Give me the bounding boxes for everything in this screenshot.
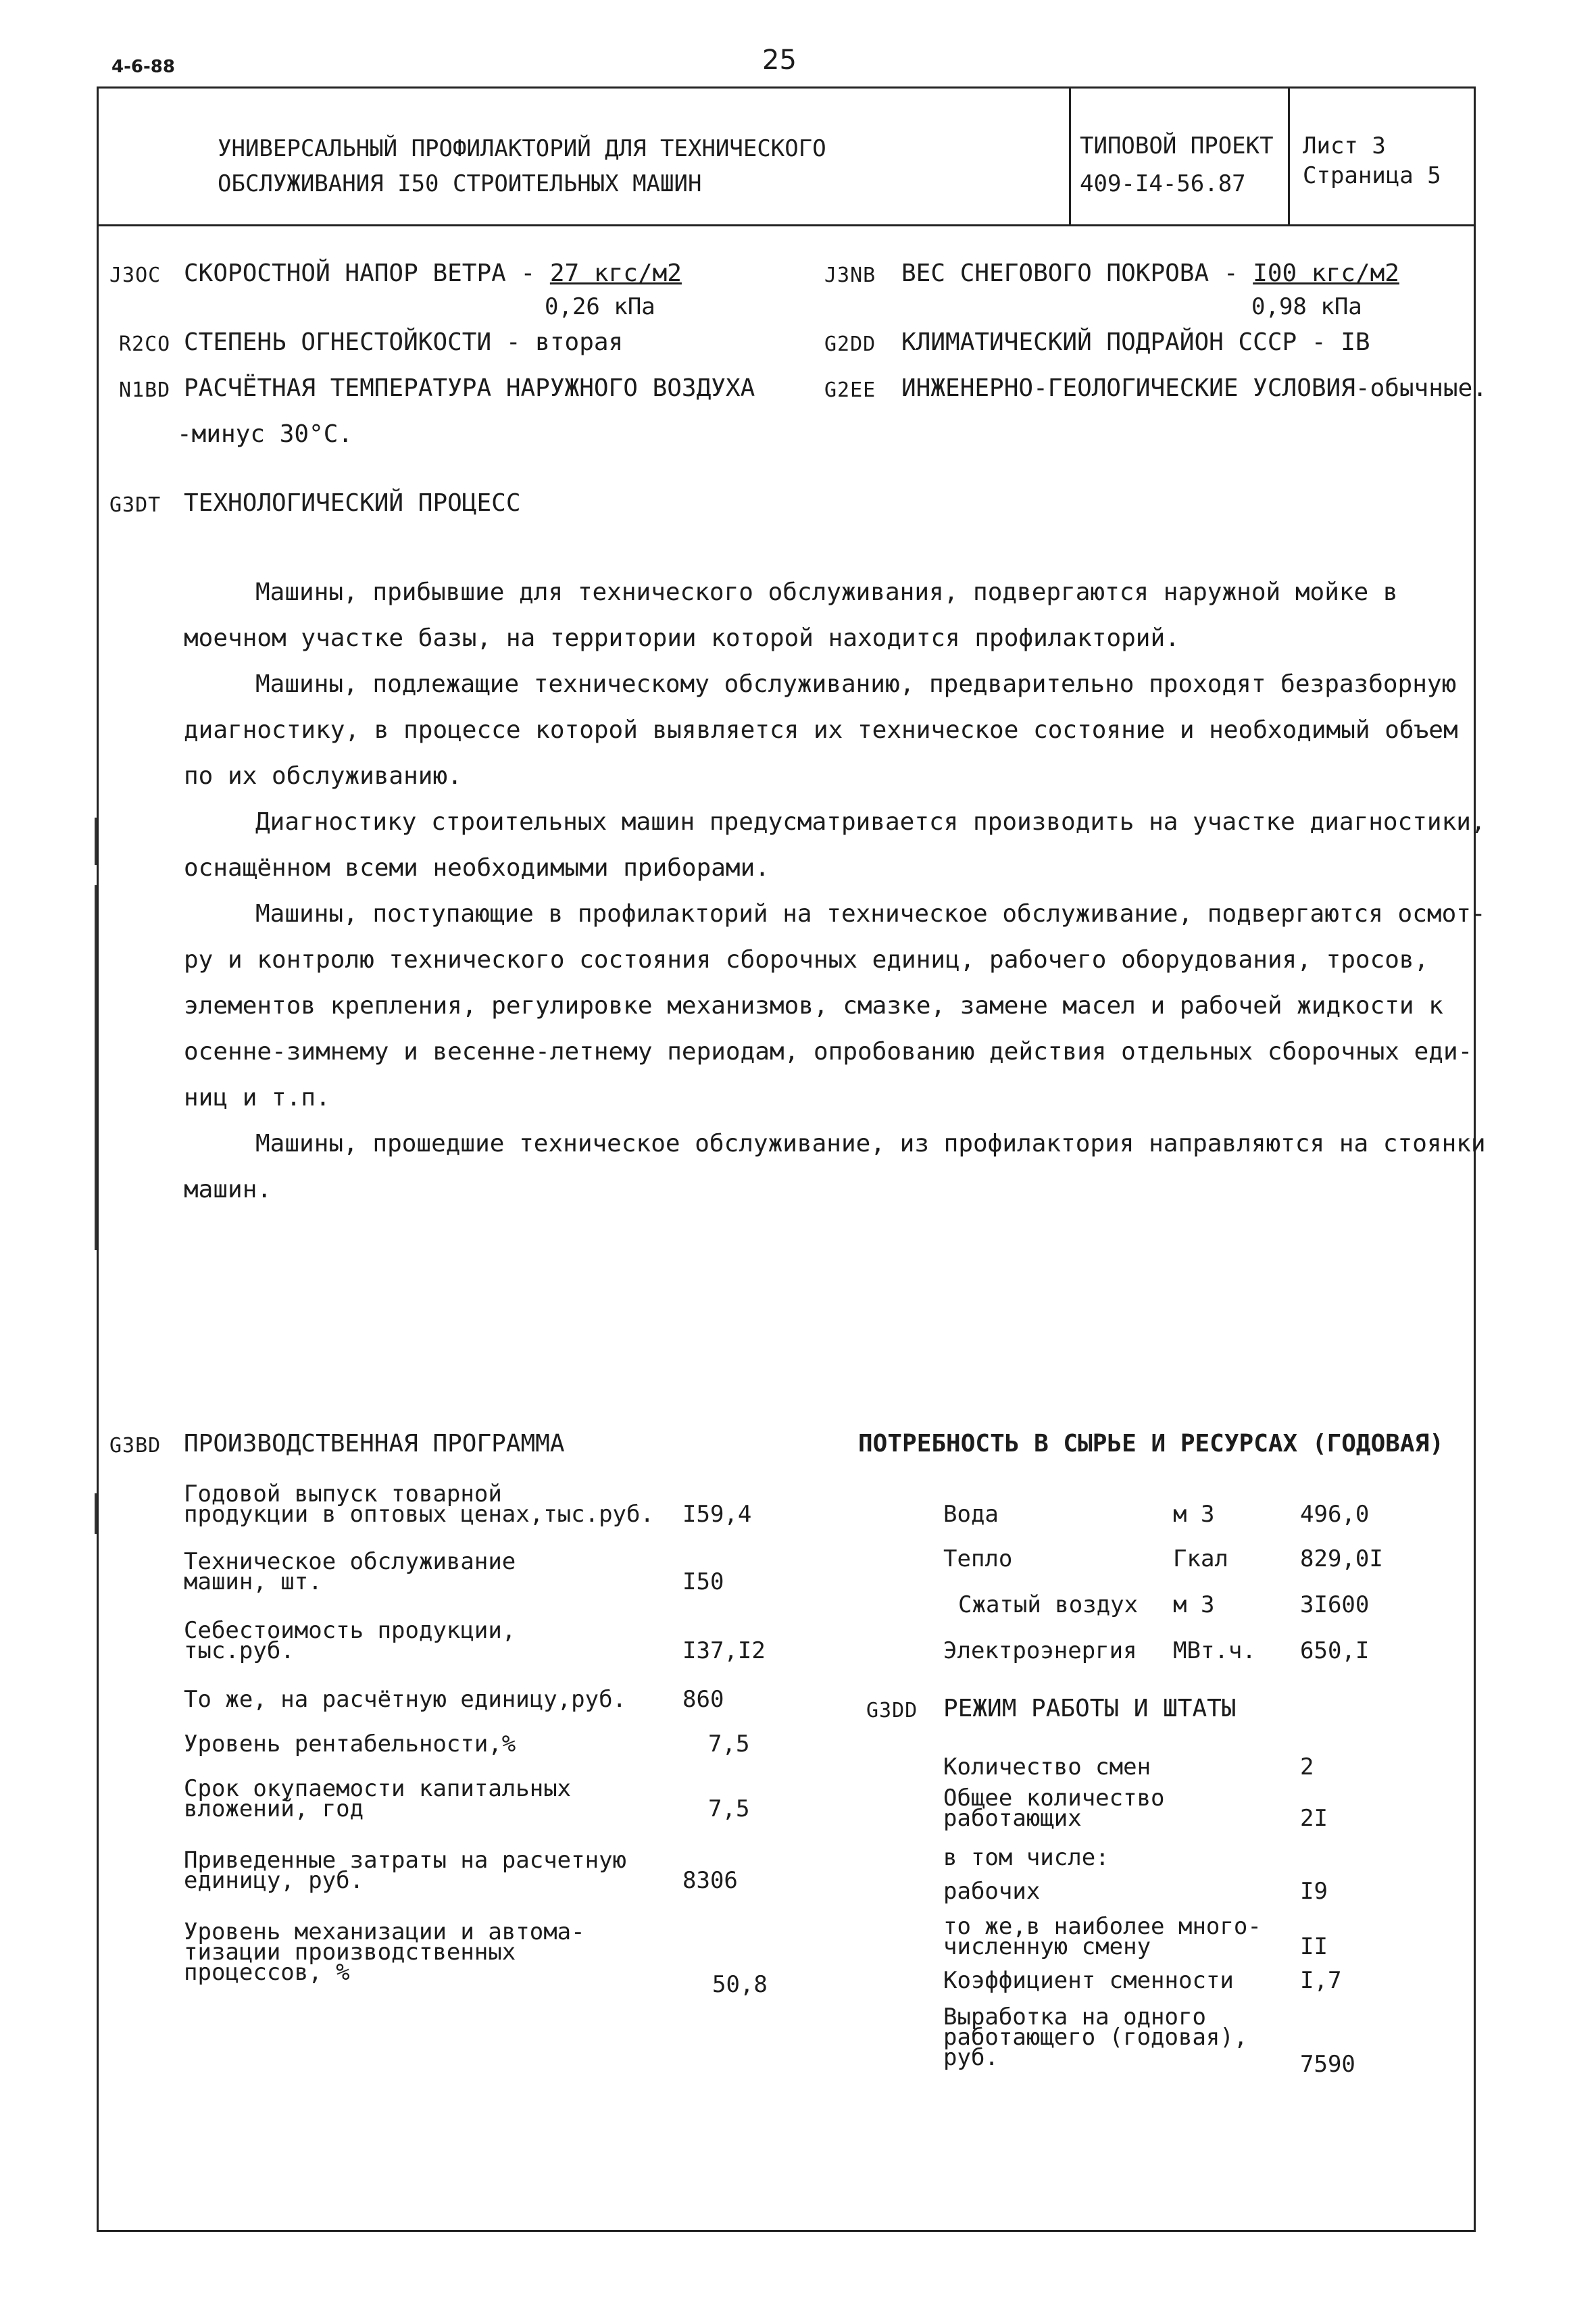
program-value: 50,8 (712, 1971, 768, 1998)
program-label: Уровень механизации и автома- (184, 1918, 585, 1945)
code-geology: G2EE (824, 378, 876, 402)
process-line: ру и контролю технического состояния сборочных единиц, рабочего оборудования, тросов, (184, 946, 1429, 974)
climate-subregion: КЛИМАТИЧЕСКИЙ ПОДРАЙОН СССР - IB (901, 328, 1370, 356)
title-block-divider (97, 224, 1476, 226)
resource-unit: м 3 (1173, 1501, 1215, 1528)
staff-label: то же,в наиболее много- (943, 1913, 1262, 1940)
process-line: Машины, прошедшие техническое обслуживание, из профилактория направляются на стоянки (255, 1130, 1486, 1158)
code-fire: R2CO (119, 332, 171, 356)
resource-unit: МВт.ч. (1173, 1637, 1256, 1664)
code-staff: G3DD (866, 1699, 918, 1722)
resource-value: 496,0 (1300, 1501, 1370, 1528)
staff-label: Общее количество (943, 1785, 1165, 1812)
program-label: процессов, % (184, 1959, 350, 1986)
process-line: Машины, поступающие в профилакторий на техническое обслуживание, подвергаются осмот- (255, 900, 1486, 928)
project-title-line-1: УНИВЕРСАЛЬНЫЙ ПРОФИЛАКТОРИЙ ДЛЯ ТЕХНИЧЕСКОГО (218, 135, 826, 162)
staff-label: численную смену (943, 1933, 1151, 1960)
program-label: продукции в оптовых ценах,тыс.руб. (184, 1501, 654, 1528)
staff-label: рабочих (943, 1878, 1041, 1905)
staff-value: II (1300, 1933, 1328, 1960)
code-wind: J3OC (109, 264, 161, 287)
program-value: I37,I2 (682, 1637, 766, 1664)
program-label: То же, на расчётную единицу,руб. (184, 1686, 627, 1713)
sheet-label: Лист 3 (1303, 132, 1386, 159)
staff-label: Количество смен (943, 1753, 1151, 1781)
resource-name: Сжатый воздух (958, 1591, 1139, 1618)
program-label: Годовой выпуск товарной (184, 1480, 502, 1508)
staff-value: I9 (1300, 1878, 1328, 1905)
wind-pressure: СКОРОСТНОЙ НАПОР ВЕТРА - 27 кгс/м2 (184, 259, 682, 287)
staff-label: в том числе: (943, 1844, 1109, 1871)
process-line: осенне-зимнему и весенне-летнему периодам, опробованию действия отдельных сборочных еди- (184, 1038, 1473, 1066)
project-code: 409-I4-56.87 (1080, 170, 1246, 197)
program-value: 8306 (682, 1867, 738, 1894)
process-line: элементов крепления, регулировке механизмов, смазке, замене масел и рабочей жидкости к (184, 992, 1443, 1020)
program-value: I59,4 (682, 1501, 752, 1528)
code-program: G3BD (109, 1434, 161, 1458)
program-value: 7,5 (708, 1795, 750, 1822)
program-label: Себестоимость продукции, (184, 1617, 516, 1644)
title-block-separator-1 (1069, 86, 1071, 225)
process-line: Диагностику строительных машин предусматривается производить на участке диагностики, (255, 808, 1486, 836)
margin-mark (95, 885, 97, 1250)
resource-unit: Гкал (1173, 1545, 1228, 1572)
resource-unit: м 3 (1173, 1591, 1215, 1618)
resource-value: 829,0I (1300, 1545, 1383, 1572)
resource-name: Электроэнергия (943, 1637, 1137, 1664)
staff-label: работающих (943, 1805, 1082, 1832)
design-temperature-value: -минус 30°С. (177, 420, 353, 448)
program-label: Срок окупаемости капитальных (184, 1775, 572, 1802)
staff-value: I,7 (1300, 1967, 1342, 1994)
project-type: ТИПОВОЙ ПРОЕКТ (1080, 132, 1274, 159)
process-line: Машины, прибывшие для технического обслуживания, подвергаются наружной мойке в (255, 578, 1398, 606)
code-snow: J3NB (824, 264, 876, 287)
code-process: G3DT (109, 493, 161, 517)
resource-value: 650,I (1300, 1637, 1370, 1664)
snow-load: ВЕС СНЕГОВОГО ПОКРОВА - I00 кгс/м2 (901, 259, 1399, 287)
process-line: машин. (184, 1176, 272, 1203)
process-heading: ТЕХНОЛОГИЧЕСКИЙ ПРОЦЕСС (184, 489, 521, 517)
process-line: ниц и т.п. (184, 1084, 330, 1112)
margin-mark (95, 818, 97, 865)
staff-label: Выработка на одного (943, 2003, 1206, 2031)
staff-value: 2 (1300, 1753, 1314, 1781)
program-value: 860 (682, 1686, 724, 1713)
geology-conditions: ИНЖЕНЕРНО-ГЕОЛОГИЧЕСКИЕ УСЛОВИЯ-обычные. (901, 374, 1487, 402)
code-temperature: N1BD (119, 378, 171, 402)
program-label: тизации производственных (184, 1939, 516, 1966)
margin-mark (95, 1493, 97, 1534)
process-line: диагностику, в процессе которой выявляется их техническое состояние и необходимый объем (184, 716, 1458, 744)
program-value: 7,5 (708, 1731, 750, 1758)
process-line: оснащённом всеми необходимыми приборами. (184, 854, 770, 882)
program-heading: ПРОИЗВОДСТВЕННАЯ ПРОГРАММА (184, 1430, 565, 1458)
process-line: моечном участке базы, на территории которой находится профилакторий. (184, 624, 1180, 652)
program-value: I50 (682, 1568, 724, 1595)
title-block-separator-2 (1288, 86, 1290, 225)
program-label: Уровень рентабельности,% (184, 1731, 516, 1758)
page-number: 25 (762, 45, 797, 76)
program-label: Приведенные затраты на расчетную (184, 1847, 627, 1874)
resource-name: Вода (943, 1501, 999, 1528)
staff-value: 7590 (1300, 2051, 1355, 2078)
design-temperature: РАСЧЁТНАЯ ТЕМПЕРАТУРА НАРУЖНОГО ВОЗДУХА (184, 374, 755, 402)
program-label: вложений, год (184, 1795, 364, 1822)
staff-value: 2I (1300, 1805, 1328, 1832)
staff-label: руб. (943, 2044, 999, 2071)
resource-value: 3I600 (1300, 1591, 1370, 1618)
staff-label: работающего (годовая), (943, 2024, 1248, 2051)
page-label: Страница 5 (1303, 162, 1441, 189)
process-line: Машины, подлежащие техническому обслуживанию, предварительно проходят безразборную (255, 670, 1457, 698)
snow-load-kpa: 0,98 кПа (1251, 293, 1362, 320)
project-title-line-2: ОБСЛУЖИВАНИЯ I50 СТРОИТЕЛЬНЫХ МАШИН (218, 170, 702, 197)
resource-name: Тепло (943, 1545, 1013, 1572)
program-label: тыс.руб. (184, 1637, 295, 1664)
staff-heading: РЕЖИМ РАБОТЫ И ШТАТЫ (943, 1695, 1237, 1722)
fire-resistance: СТЕПЕНЬ ОГНЕСТОЙКОСТИ - вторая (184, 328, 624, 356)
wind-pressure-kpa: 0,26 кПа (545, 293, 655, 320)
program-label: единицу, руб. (184, 1867, 364, 1894)
page-frame (97, 86, 1476, 2232)
staff-label: Коэффициент сменности (943, 1967, 1234, 1994)
resources-heading: ПОТРЕБНОСТЬ В СЫРЬЕ И РЕСУРСАХ (ГОДОВАЯ) (858, 1430, 1444, 1458)
document-stamp: 4-6-88 (111, 57, 175, 77)
code-climate: G2DD (824, 332, 876, 356)
program-label: Техническое обслуживание (184, 1548, 516, 1575)
process-line: по их обслуживанию. (184, 762, 462, 790)
program-label: машин, шт. (184, 1568, 322, 1595)
